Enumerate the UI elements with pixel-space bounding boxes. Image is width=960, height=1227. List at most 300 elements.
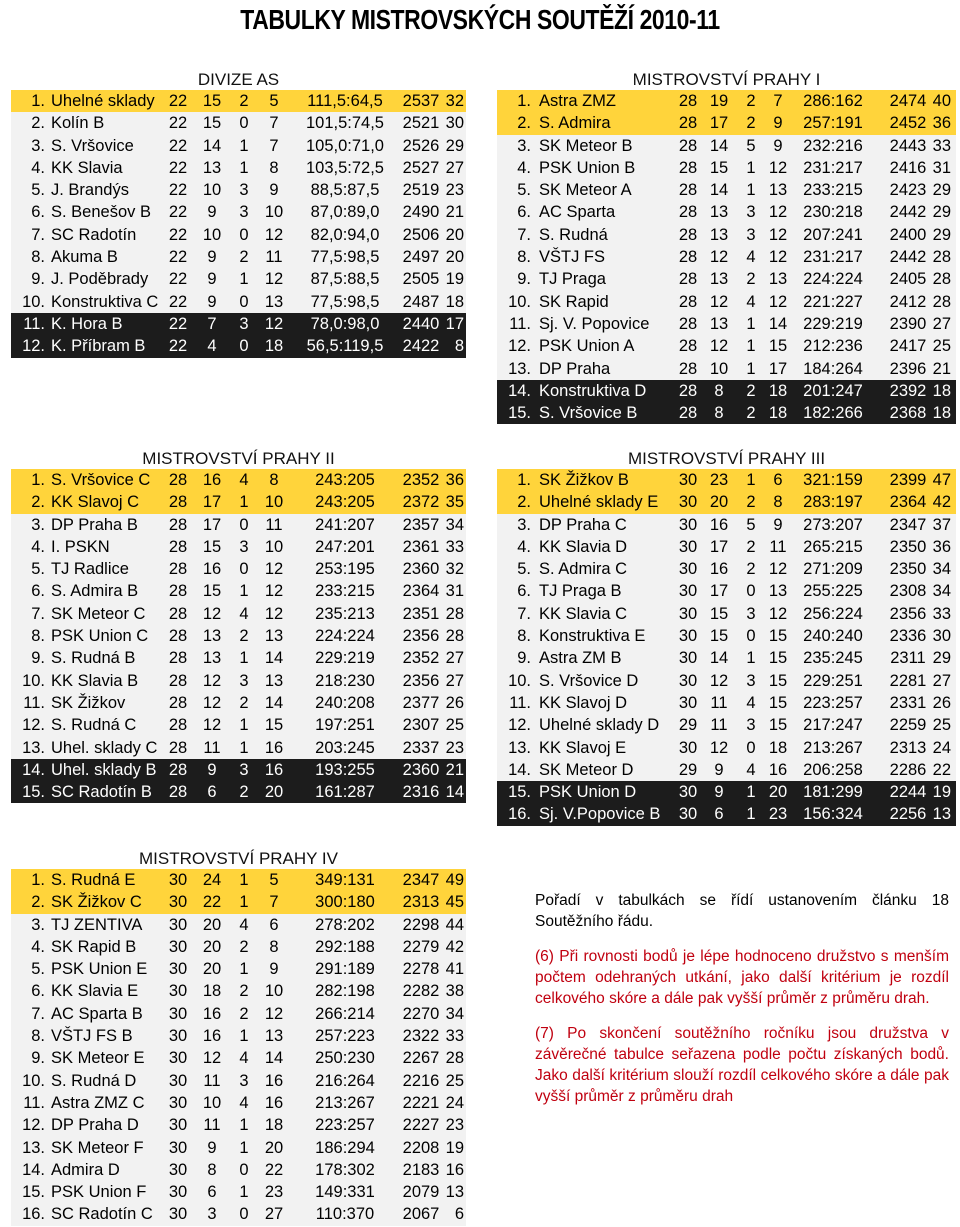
cell-average: 2322 bbox=[402, 1027, 440, 1046]
cell-score: 349:131 bbox=[315, 871, 375, 889]
cell-rank: 9. bbox=[31, 270, 45, 289]
table-row bbox=[497, 469, 956, 491]
table-title: MISTROVSTVÍ PRAHY II bbox=[142, 449, 335, 468]
cell-score: 218:230 bbox=[315, 671, 375, 690]
cell-score: 286:162 bbox=[803, 92, 863, 110]
cell-score: 292:188 bbox=[315, 937, 375, 956]
cell-losses: 12 bbox=[768, 203, 788, 222]
cell-team: AC Sparta bbox=[539, 203, 616, 222]
cell-average: 2347 bbox=[402, 871, 440, 889]
cell-average: 2452 bbox=[889, 114, 927, 133]
cell-wins: 12 bbox=[709, 671, 729, 690]
cell-team: KK Slavia B bbox=[51, 671, 139, 690]
cell-losses: 23 bbox=[768, 805, 788, 824]
cell-played: 30 bbox=[168, 915, 188, 934]
cell-played: 30 bbox=[678, 649, 698, 668]
cell-score: 278:202 bbox=[315, 915, 375, 934]
cell-wins: 9 bbox=[207, 292, 217, 311]
cell-average: 2208 bbox=[402, 1138, 440, 1157]
cell-score: 282:198 bbox=[315, 982, 375, 1001]
cell-draws: 4 bbox=[239, 1093, 249, 1112]
table-row bbox=[497, 670, 956, 692]
cell-points: 45 bbox=[445, 893, 464, 912]
cell-draws: 0 bbox=[239, 114, 249, 133]
cell-played: 30 bbox=[678, 515, 698, 534]
cell-points: 28 bbox=[932, 292, 951, 311]
page-title: TABULKY MISTROVSKÝCH SOUTĚŽÍ 2010-11 bbox=[240, 4, 720, 35]
cell-points: 29 bbox=[932, 225, 951, 244]
cell-wins: 8 bbox=[714, 381, 724, 400]
cell-rank: 10. bbox=[508, 292, 531, 311]
cell-wins: 14 bbox=[709, 181, 729, 200]
table-row bbox=[497, 201, 956, 223]
cell-points: 8 bbox=[454, 337, 464, 356]
cell-wins: 22 bbox=[202, 893, 222, 912]
table-row bbox=[497, 558, 956, 580]
cell-average: 2474 bbox=[889, 92, 927, 110]
table-row bbox=[11, 112, 466, 134]
cell-team: TJ Praga bbox=[539, 270, 606, 289]
cell-average: 2400 bbox=[889, 225, 927, 244]
cell-team: Konstruktiva C bbox=[51, 292, 159, 311]
table-prahy-ii bbox=[11, 447, 466, 803]
cell-points: 42 bbox=[445, 937, 464, 956]
cell-team: J. Brandýs bbox=[51, 181, 129, 200]
cell-average: 2527 bbox=[402, 158, 440, 177]
cell-losses: 9 bbox=[269, 960, 279, 979]
cell-draws: 1 bbox=[746, 337, 756, 356]
cell-points: 27 bbox=[445, 649, 464, 668]
cell-wins: 9 bbox=[714, 783, 724, 802]
cell-played: 30 bbox=[678, 671, 698, 690]
cell-average: 2442 bbox=[889, 203, 927, 222]
cell-losses: 17 bbox=[768, 359, 788, 378]
table-row bbox=[11, 1047, 466, 1069]
cell-average: 2490 bbox=[402, 203, 440, 222]
cell-wins: 12 bbox=[709, 292, 729, 311]
cell-score: 300:180 bbox=[315, 893, 375, 912]
table-row bbox=[11, 268, 466, 290]
cell-team: Admira D bbox=[51, 1160, 120, 1179]
cell-points: 24 bbox=[932, 738, 951, 757]
cell-draws: 0 bbox=[239, 560, 249, 579]
cell-draws: 1 bbox=[746, 783, 756, 802]
cell-wins: 15 bbox=[709, 158, 729, 177]
cell-average: 2347 bbox=[889, 515, 927, 534]
cell-draws: 1 bbox=[239, 1116, 249, 1135]
cell-team: SK Meteor E bbox=[51, 1049, 145, 1068]
cell-score: 266:214 bbox=[315, 1004, 375, 1023]
cell-team: VŠTJ FS bbox=[539, 248, 606, 267]
cell-score: 273:207 bbox=[803, 515, 863, 534]
cell-draws: 1 bbox=[746, 359, 756, 378]
cell-points: 38 bbox=[445, 982, 464, 1001]
cell-draws: 1 bbox=[239, 893, 249, 912]
cell-rank: 1. bbox=[31, 92, 45, 110]
cell-losses: 14 bbox=[768, 314, 788, 333]
cell-score: 103,5:72,5 bbox=[306, 158, 384, 177]
cell-played: 30 bbox=[678, 471, 698, 489]
cell-team: S. Admira B bbox=[51, 582, 139, 601]
cell-rank: 14. bbox=[508, 381, 531, 400]
cell-average: 2526 bbox=[402, 136, 440, 155]
cell-points: 21 bbox=[445, 760, 464, 779]
cell-average: 2521 bbox=[402, 114, 440, 133]
cell-draws: 0 bbox=[239, 292, 249, 311]
cell-draws: 3 bbox=[239, 181, 249, 200]
cell-played: 28 bbox=[168, 582, 188, 601]
cell-points: 34 bbox=[445, 1004, 464, 1023]
cell-average: 2352 bbox=[402, 649, 440, 668]
table-prahy-iv bbox=[11, 847, 466, 1226]
cell-team: Astra ZMZ C bbox=[51, 1093, 145, 1112]
cell-points: 30 bbox=[445, 114, 464, 133]
cell-average: 2506 bbox=[402, 225, 440, 244]
table-row bbox=[11, 1070, 466, 1092]
cell-rank: 16. bbox=[22, 1205, 45, 1224]
cell-score: 256:224 bbox=[803, 604, 863, 623]
table-row bbox=[11, 737, 466, 759]
cell-rank: 3. bbox=[517, 136, 531, 155]
cell-score: 212:236 bbox=[803, 337, 863, 356]
cell-losses: 8 bbox=[269, 937, 279, 956]
cell-team: Sj. V. Popovice bbox=[539, 314, 650, 333]
cell-wins: 17 bbox=[202, 493, 222, 512]
cell-points: 33 bbox=[445, 537, 464, 556]
cell-score: 231:217 bbox=[803, 158, 863, 177]
cell-average: 2537 bbox=[402, 92, 440, 110]
cell-draws: 1 bbox=[239, 738, 249, 757]
cell-points: 25 bbox=[932, 337, 951, 356]
cell-score: 253:195 bbox=[315, 560, 375, 579]
table-row bbox=[497, 224, 956, 246]
cell-losses: 12 bbox=[768, 248, 788, 267]
cell-losses: 7 bbox=[269, 893, 279, 912]
cell-average: 2440 bbox=[402, 314, 440, 333]
cell-rank: 14. bbox=[22, 1160, 45, 1179]
cell-played: 28 bbox=[678, 314, 698, 333]
cell-points: 34 bbox=[932, 560, 951, 579]
cell-draws: 2 bbox=[746, 270, 756, 289]
cell-points: 25 bbox=[932, 716, 951, 735]
cell-rank: 7. bbox=[517, 604, 531, 623]
cell-played: 30 bbox=[168, 1116, 188, 1135]
cell-score: 247:201 bbox=[315, 537, 375, 556]
cell-rank: 8. bbox=[31, 1027, 45, 1046]
cell-score: 265:215 bbox=[803, 537, 863, 556]
cell-average: 2307 bbox=[402, 716, 440, 735]
cell-points: 28 bbox=[445, 627, 464, 646]
cell-points: 34 bbox=[445, 515, 464, 534]
cell-wins: 14 bbox=[709, 649, 729, 668]
cell-average: 2267 bbox=[402, 1049, 440, 1068]
cell-losses: 11 bbox=[769, 537, 787, 556]
cell-team: KK Slavoj E bbox=[539, 738, 627, 757]
table-row bbox=[11, 291, 466, 313]
cell-draws: 1 bbox=[746, 158, 756, 177]
table-row bbox=[11, 514, 466, 536]
cell-draws: 0 bbox=[239, 1205, 249, 1224]
cell-rank: 8. bbox=[31, 627, 45, 646]
cell-wins: 8 bbox=[714, 404, 724, 423]
cell-draws: 1 bbox=[239, 1027, 249, 1046]
cell-score: 221:227 bbox=[803, 292, 863, 311]
cell-played: 28 bbox=[168, 783, 188, 802]
cell-team: SK Meteor F bbox=[51, 1138, 144, 1157]
cell-team: PSK Union D bbox=[539, 783, 637, 802]
cell-average: 2183 bbox=[402, 1160, 440, 1179]
cell-team: S. Rudná E bbox=[51, 871, 136, 889]
table-row bbox=[497, 781, 956, 803]
cell-wins: 16 bbox=[202, 560, 222, 579]
cell-rank: 13. bbox=[508, 359, 531, 378]
cell-draws: 1 bbox=[239, 493, 249, 512]
cell-rank: 4. bbox=[31, 937, 45, 956]
cell-points: 25 bbox=[445, 1071, 464, 1090]
cell-average: 2256 bbox=[889, 805, 927, 824]
cell-score: 291:189 bbox=[315, 960, 375, 979]
cell-rank: 5. bbox=[517, 560, 531, 579]
cell-draws: 3 bbox=[746, 716, 756, 735]
cell-score: 77,5:98,5 bbox=[310, 248, 380, 267]
cell-score: 223:257 bbox=[315, 1116, 375, 1135]
cell-draws: 4 bbox=[239, 604, 249, 623]
cell-average: 2505 bbox=[402, 270, 440, 289]
cell-draws: 3 bbox=[239, 1071, 249, 1090]
table-row bbox=[11, 936, 466, 958]
cell-losses: 12 bbox=[264, 314, 284, 333]
table-row bbox=[497, 580, 956, 602]
cell-points: 19 bbox=[445, 1138, 464, 1157]
cell-draws: 0 bbox=[239, 1160, 249, 1179]
cell-team: SK Rapid B bbox=[51, 937, 137, 956]
cell-score: 224:224 bbox=[315, 627, 375, 646]
table-row bbox=[497, 803, 956, 825]
cell-points: 27 bbox=[445, 158, 464, 177]
cell-wins: 13 bbox=[709, 203, 729, 222]
cell-score: 224:224 bbox=[803, 270, 863, 289]
cell-wins: 12 bbox=[709, 738, 729, 757]
cell-team: S. Rudná D bbox=[51, 1071, 137, 1090]
cell-score: 229:251 bbox=[803, 671, 863, 690]
note-rule-7: (7) Po skončení soutěžního ročníku jsou družstva v závěrečné tabulce seřazena podle počtu získaných bodů. Jako další kritérium slouží rozdíl celkového skóre a dále pak vyšší průměr z průměru drah bbox=[535, 1025, 949, 1105]
cell-rank: 1. bbox=[517, 92, 531, 110]
table-row bbox=[11, 313, 466, 335]
cell-wins: 12 bbox=[202, 671, 222, 690]
table-row bbox=[11, 914, 466, 936]
cell-draws: 2 bbox=[239, 1004, 249, 1023]
cell-losses: 13 bbox=[264, 292, 284, 311]
cell-points: 29 bbox=[445, 136, 464, 155]
cell-draws: 5 bbox=[746, 136, 756, 155]
cell-average: 2423 bbox=[889, 181, 927, 200]
cell-team: DP Praha bbox=[539, 359, 611, 378]
cell-losses: 5 bbox=[269, 871, 279, 889]
cell-team: TJ Radlice bbox=[51, 560, 129, 579]
table-row bbox=[11, 580, 466, 602]
table-row bbox=[497, 335, 956, 357]
cell-points: 14 bbox=[445, 783, 464, 802]
cell-points: 29 bbox=[932, 181, 951, 200]
cell-played: 30 bbox=[168, 1183, 188, 1202]
cell-played: 28 bbox=[678, 292, 698, 311]
cell-wins: 15 bbox=[202, 92, 222, 110]
cell-losses: 12 bbox=[264, 604, 284, 623]
cell-wins: 13 bbox=[202, 649, 222, 668]
cell-rank: 4. bbox=[31, 537, 45, 556]
cell-played: 30 bbox=[678, 560, 698, 579]
cell-team: KK Slavia E bbox=[51, 982, 139, 1001]
cell-draws: 2 bbox=[239, 937, 249, 956]
table-row bbox=[11, 536, 466, 558]
cell-average: 2351 bbox=[402, 604, 440, 623]
cell-average: 2281 bbox=[889, 671, 927, 690]
cell-played: 28 bbox=[168, 515, 188, 534]
cell-draws: 1 bbox=[239, 270, 249, 289]
cell-losses: 10 bbox=[264, 203, 284, 222]
table-row bbox=[11, 469, 466, 491]
cell-points: 6 bbox=[454, 1205, 464, 1224]
cell-score: 235:213 bbox=[315, 604, 375, 623]
cell-score: 229:219 bbox=[803, 314, 863, 333]
cell-average: 2416 bbox=[889, 158, 927, 177]
cell-losses: 5 bbox=[269, 92, 279, 110]
cell-played: 30 bbox=[168, 1049, 188, 1068]
cell-score: 231:217 bbox=[803, 248, 863, 267]
cell-draws: 3 bbox=[239, 671, 249, 690]
cell-score: 101,5:74,5 bbox=[306, 114, 384, 133]
cell-wins: 6 bbox=[207, 1183, 217, 1202]
cell-rank: 15. bbox=[22, 1183, 45, 1202]
cell-draws: 4 bbox=[239, 471, 249, 489]
cell-team: TJ ZENTIVA bbox=[51, 915, 143, 934]
cell-team: S. Benešov B bbox=[51, 203, 151, 222]
cell-points: 13 bbox=[445, 1183, 464, 1202]
cell-team: I. PSKN bbox=[51, 537, 110, 556]
cell-team: Kolín B bbox=[51, 114, 105, 133]
cell-draws: 1 bbox=[239, 158, 249, 177]
table-row bbox=[11, 90, 466, 112]
cell-rank: 16. bbox=[508, 805, 531, 824]
cell-average: 2227 bbox=[402, 1116, 440, 1135]
cell-rank: 11. bbox=[23, 314, 45, 333]
cell-wins: 4 bbox=[207, 337, 217, 356]
table-row bbox=[497, 737, 956, 759]
cell-draws: 4 bbox=[746, 760, 756, 779]
cell-wins: 6 bbox=[207, 783, 217, 802]
cell-rank: 9. bbox=[31, 649, 45, 668]
cell-rank: 7. bbox=[31, 1004, 45, 1023]
cell-average: 2372 bbox=[402, 493, 440, 512]
table-row bbox=[11, 1159, 466, 1181]
cell-points: 49 bbox=[445, 871, 464, 889]
cell-losses: 6 bbox=[773, 471, 783, 489]
cell-losses: 10 bbox=[264, 493, 284, 512]
cell-score: 216:264 bbox=[315, 1071, 375, 1090]
cell-rank: 9. bbox=[31, 1049, 45, 1068]
cell-team: TJ Praga B bbox=[539, 582, 622, 601]
cell-team: Uhelné sklady E bbox=[539, 493, 659, 512]
cell-rank: 5. bbox=[31, 181, 45, 200]
cell-losses: 14 bbox=[264, 649, 284, 668]
cell-losses: 8 bbox=[269, 158, 279, 177]
cell-team: PSK Union B bbox=[539, 158, 636, 177]
cell-losses: 10 bbox=[264, 982, 284, 1001]
cell-rank: 11. bbox=[23, 693, 45, 712]
cell-draws: 3 bbox=[239, 760, 249, 779]
cell-average: 2497 bbox=[402, 248, 440, 267]
cell-points: 34 bbox=[932, 582, 951, 601]
cell-team: SK Meteor D bbox=[539, 760, 634, 779]
cell-losses: 18 bbox=[264, 1116, 284, 1135]
cell-rank: 13. bbox=[22, 1138, 45, 1157]
cell-rank: 12. bbox=[22, 1116, 45, 1135]
cell-played: 30 bbox=[168, 1093, 188, 1112]
cell-points: 33 bbox=[932, 604, 951, 623]
table-row bbox=[497, 313, 956, 335]
cell-losses: 9 bbox=[773, 114, 783, 133]
cell-played: 22 bbox=[168, 203, 188, 222]
cell-points: 21 bbox=[445, 203, 464, 222]
cell-losses: 15 bbox=[264, 716, 284, 735]
cell-team: DP Praha B bbox=[51, 515, 138, 534]
cell-losses: 18 bbox=[768, 738, 788, 757]
cell-losses: 18 bbox=[768, 404, 788, 423]
cell-rank: 8. bbox=[31, 248, 45, 267]
cell-draws: 1 bbox=[239, 582, 249, 601]
cell-draws: 0 bbox=[746, 738, 756, 757]
cell-draws: 4 bbox=[746, 248, 756, 267]
cell-played: 22 bbox=[168, 181, 188, 200]
cell-losses: 9 bbox=[773, 515, 783, 534]
cell-wins: 12 bbox=[709, 337, 729, 356]
cell-played: 28 bbox=[168, 738, 188, 757]
cell-average: 2350 bbox=[889, 560, 927, 579]
table-row bbox=[11, 1203, 466, 1225]
cell-draws: 2 bbox=[239, 248, 249, 267]
table-row bbox=[11, 1092, 466, 1114]
table-row bbox=[11, 980, 466, 1002]
cell-average: 2356 bbox=[402, 671, 440, 690]
cell-rank: 7. bbox=[517, 225, 531, 244]
cell-average: 2390 bbox=[889, 314, 927, 333]
cell-wins: 7 bbox=[207, 314, 217, 333]
cell-rank: 12. bbox=[22, 337, 45, 356]
table-prahy-i bbox=[497, 68, 956, 424]
cell-played: 30 bbox=[168, 1138, 188, 1157]
table-row bbox=[11, 781, 466, 803]
table-row bbox=[497, 291, 956, 313]
cell-average: 2337 bbox=[402, 738, 440, 757]
cell-points: 24 bbox=[445, 1093, 464, 1112]
cell-team: Konstruktiva E bbox=[539, 627, 646, 646]
cell-team: DP Praha D bbox=[51, 1116, 139, 1135]
cell-team: PSK Union F bbox=[51, 1183, 147, 1202]
cell-rank: 15. bbox=[22, 783, 45, 802]
cell-rank: 2. bbox=[517, 114, 531, 133]
cell-score: 203:245 bbox=[315, 738, 375, 757]
cell-wins: 15 bbox=[709, 604, 729, 623]
cell-score: 178:302 bbox=[315, 1160, 375, 1179]
cell-team: SK Žižkov bbox=[51, 693, 126, 712]
cell-team: J. Poděbrady bbox=[51, 270, 149, 289]
cell-played: 22 bbox=[168, 248, 188, 267]
cell-score: 201:247 bbox=[803, 381, 863, 400]
cell-team: PSK Union A bbox=[539, 337, 635, 356]
cell-wins: 12 bbox=[202, 1049, 222, 1068]
cell-played: 22 bbox=[168, 337, 188, 356]
cell-losses: 13 bbox=[264, 671, 284, 690]
